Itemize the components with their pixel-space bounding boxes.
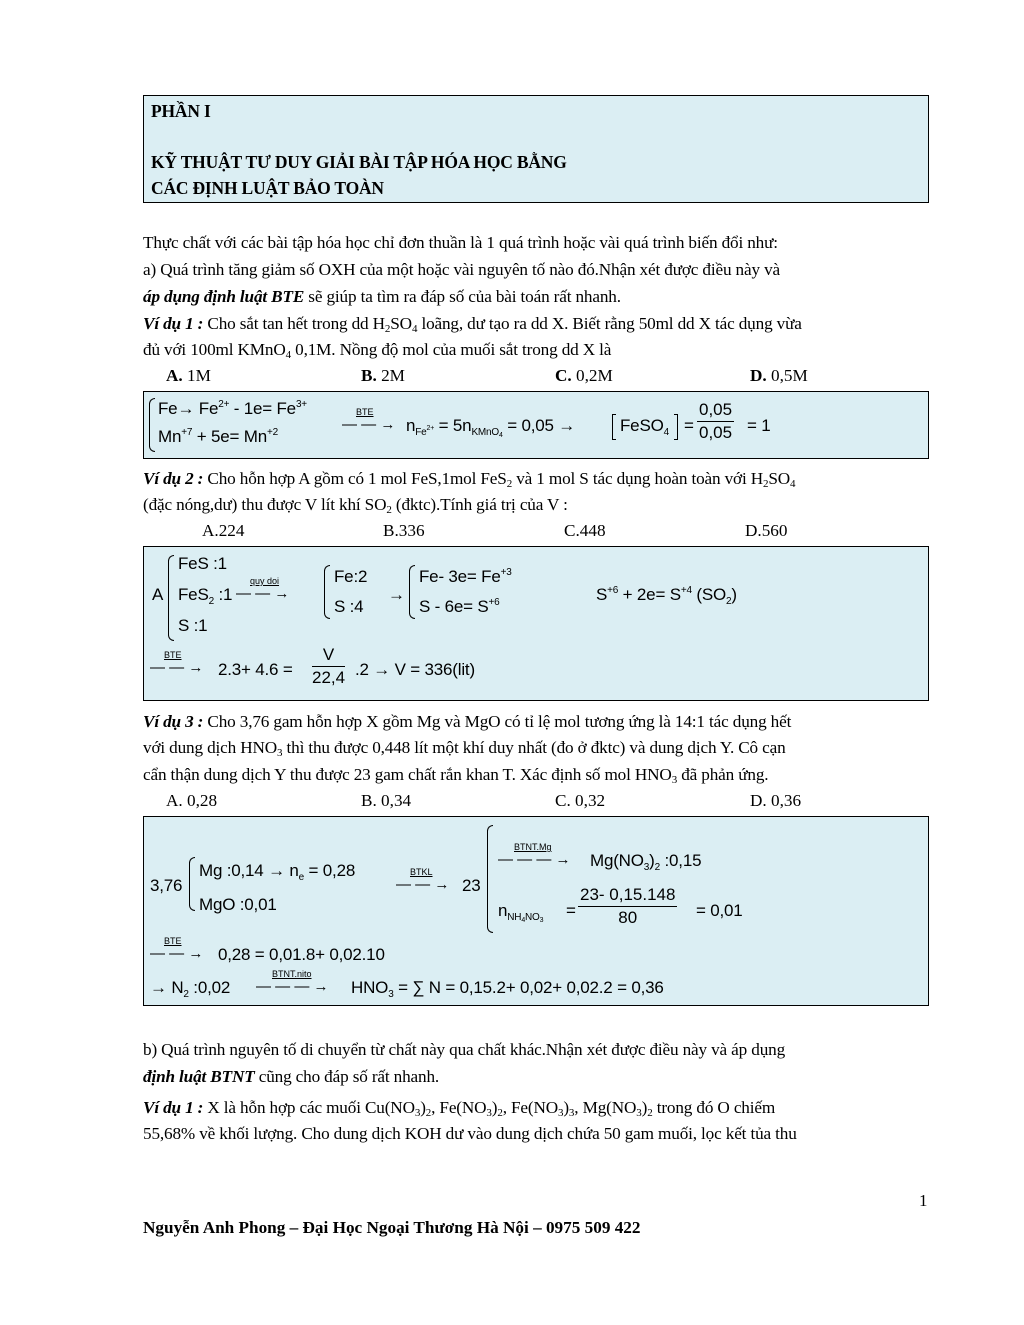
sub: 4 bbox=[411, 323, 418, 335]
ex1-text: loãng, dư tạo ra dd X. Biết rằng 50ml dd X tác dụng vừa bbox=[417, 314, 802, 333]
title-line-2: CÁC ĐỊNH LUẬT BẢO TOÀN bbox=[151, 178, 384, 198]
option-key: D. bbox=[750, 366, 767, 385]
mixture-a: A bbox=[152, 585, 164, 604]
intro-line-3-text: sẽ giúp ta tìm ra đáp số của bài toán rất nhanh. bbox=[304, 287, 621, 306]
sub: 2 bbox=[726, 596, 732, 607]
option-key: A. bbox=[166, 366, 183, 385]
option-value: 0,2M bbox=[571, 366, 613, 385]
part-heading: PHẦN I bbox=[151, 101, 211, 121]
sub: 2 bbox=[425, 1107, 432, 1119]
sub: 2 bbox=[647, 1107, 653, 1119]
eq-text: :0,15 bbox=[660, 851, 702, 870]
arrow: → bbox=[388, 585, 405, 604]
eq-text: Mg(NO bbox=[590, 851, 644, 870]
sub: 3 bbox=[568, 1107, 575, 1119]
ex3-option-b: B. 0,34 bbox=[361, 791, 412, 810]
ex1-option-d bbox=[750, 366, 808, 386]
ex2-calc: 2.3+ 4.6 = bbox=[218, 660, 293, 679]
eq-text: = 0,05 → bbox=[502, 416, 576, 435]
sub: 2 bbox=[506, 478, 513, 490]
eq-text: → N bbox=[150, 978, 184, 997]
eq-text: ) bbox=[731, 585, 737, 604]
ex3-solution-box bbox=[143, 816, 929, 1006]
bte-emphasis: áp dụng định luật BTE bbox=[143, 287, 305, 306]
sup: +3 bbox=[500, 567, 512, 578]
eq-text: HNO bbox=[351, 978, 389, 997]
ex2-fe2: Fe:2 bbox=[334, 567, 368, 586]
text: ) bbox=[641, 1098, 648, 1117]
sup: +6 bbox=[607, 585, 619, 596]
ex3-nh4-result: = 0,01 bbox=[696, 901, 743, 920]
bte-arrow: — — → BTE bbox=[150, 650, 204, 676]
sub: 3 bbox=[388, 989, 394, 1000]
sub: 2 bbox=[386, 504, 392, 516]
arrow-label: BTE bbox=[164, 650, 182, 660]
ex1-fraction bbox=[697, 400, 734, 443]
bte-arrow: — — → BTE bbox=[342, 407, 396, 433]
page-number: 1 bbox=[919, 1191, 928, 1210]
eq-text: :0,02 bbox=[188, 978, 231, 997]
ex3-mgo: MgO :0,01 bbox=[199, 895, 277, 914]
sub: 4 bbox=[790, 478, 796, 490]
footer-author: Nguyễn Anh Phong – Đại Học Ngoại Thương Hà Nội – 0975 509 422 bbox=[143, 1218, 641, 1237]
eq-text: + 5e= Mn bbox=[192, 427, 267, 446]
ex3-line-3 bbox=[143, 765, 768, 785]
eq-text: = 5n bbox=[434, 416, 472, 435]
sup: 3+ bbox=[295, 399, 307, 410]
ex3-label: Ví dụ 3 : bbox=[143, 712, 204, 731]
sub: 3 bbox=[643, 862, 650, 873]
numerator: 23- 0,15.148 bbox=[578, 885, 677, 907]
brace bbox=[409, 565, 415, 619]
ex1-option-a bbox=[166, 366, 211, 386]
sub: 3 bbox=[636, 1107, 642, 1119]
arrow-label: BTE bbox=[164, 936, 182, 946]
ex3-line-1 bbox=[143, 712, 791, 732]
eq-text: Fe→ Fe bbox=[158, 399, 219, 418]
ex2-s-ox bbox=[419, 597, 500, 617]
eq-sign: = bbox=[566, 901, 576, 920]
ex2-fe-ox bbox=[419, 567, 512, 587]
sup: +6 bbox=[488, 597, 500, 608]
ex2-text: Cho hỗn hợp A gồm có 1 mol FeS,1mol FeS bbox=[203, 469, 507, 488]
brace bbox=[189, 857, 195, 911]
sub: 3 bbox=[486, 1107, 492, 1119]
sub: NH4NO3 bbox=[507, 912, 544, 924]
ex1-text: Cho sắt tan hết trong dd H bbox=[203, 314, 385, 333]
eq-text: = 0,28 bbox=[304, 861, 356, 880]
left-bracket bbox=[612, 414, 616, 440]
eq-text: = ∑ N = 0,15.2+ 0,02+ 0,02.2 = 0,36 bbox=[393, 978, 664, 997]
eq-text: Mn bbox=[158, 427, 182, 446]
arrow-label: BTNT.nito bbox=[272, 969, 312, 979]
eq-text: n bbox=[406, 416, 416, 435]
quy-doi-arrow: — — → quy doi bbox=[236, 576, 290, 602]
btnt-nito-arrow: — — — → BTNT.nito bbox=[256, 969, 329, 995]
part-b-ex1-line-2: 55,68% về khối lượng. Cho dung dịch KOH dư vào dung dịch chứa 50 gam muối, lọc kết tủa thu bbox=[143, 1124, 797, 1143]
sup: +2 bbox=[266, 427, 278, 438]
sub: 2 bbox=[384, 323, 391, 335]
eq-sign: = bbox=[684, 416, 694, 435]
sub: 2 bbox=[208, 596, 214, 607]
ex2-result: .2 → V = 336(lit) bbox=[355, 660, 475, 679]
text: , Fe(NO bbox=[502, 1098, 558, 1117]
part-b-ex1-line-1 bbox=[143, 1098, 775, 1118]
ex2-s: S :1 bbox=[178, 616, 208, 635]
ex2-fraction bbox=[312, 645, 345, 688]
intro-line-1: Thực chất với các bài tập hóa học chỉ đơn thuần là 1 quá trình hoặc vài quá trình biến đổi như: bbox=[143, 233, 778, 252]
ex2-solution-box bbox=[143, 546, 929, 701]
ex1-eq-n bbox=[406, 416, 576, 439]
ex3-fraction bbox=[578, 885, 677, 928]
ex2-fes: FeS :1 bbox=[178, 554, 227, 573]
sub: e bbox=[298, 872, 305, 883]
ex3-nh4no3 bbox=[498, 901, 544, 924]
ex1-result: = 1 bbox=[747, 416, 771, 435]
intro-line-2: a) Quá trình tăng giảm số OXH của một hoặc vài nguyên tố nào đó.Nhận xét được điều này và bbox=[143, 260, 780, 279]
ex1-eq-mn bbox=[158, 427, 278, 447]
ex3-option-d: D. 0,36 bbox=[750, 791, 802, 810]
sub: 2 bbox=[497, 1107, 503, 1119]
ex2-s4: S :4 bbox=[334, 597, 364, 616]
ex3-n2 bbox=[150, 978, 230, 998]
arrow-label: BTKL bbox=[410, 867, 433, 877]
sub: 2 bbox=[183, 989, 189, 1000]
ex1-eq-fe bbox=[158, 399, 307, 419]
option-key: B. bbox=[361, 366, 377, 385]
ex2-s-red bbox=[596, 585, 737, 605]
denominator: 80 bbox=[618, 908, 638, 927]
ex1-text: đủ với 100ml KMnO bbox=[143, 340, 286, 359]
option-key: C. bbox=[555, 366, 572, 385]
ex3-line-2 bbox=[143, 738, 786, 758]
ex3-option-a: A. 0,28 bbox=[166, 791, 218, 810]
ex1-label: Ví dụ 1 : bbox=[143, 314, 204, 333]
ex3-mass: 3,76 bbox=[150, 876, 183, 895]
ex2-label: Ví dụ 2 : bbox=[143, 469, 204, 488]
ex2-option-a: A.224 bbox=[202, 521, 245, 540]
brace bbox=[149, 398, 155, 452]
sub: 3 bbox=[277, 747, 283, 759]
brace bbox=[168, 555, 174, 641]
sub: 4 bbox=[663, 427, 669, 438]
brace bbox=[324, 565, 330, 619]
denominator: 0,05 bbox=[699, 423, 733, 442]
option-value: 1M bbox=[182, 366, 211, 385]
bte-arrow: — — → BTE bbox=[150, 936, 204, 962]
ex1-option-c bbox=[555, 366, 613, 386]
eq-text: + 2e= S bbox=[618, 585, 681, 604]
ex2-text: (đktc).Tính giá trị của V : bbox=[391, 495, 568, 514]
ex3-text: với dung dịch HNO bbox=[143, 738, 278, 757]
ex2-option-d: D.560 bbox=[745, 521, 788, 540]
eq-text: - 1e= Fe bbox=[229, 399, 296, 418]
part-b-text: cũng cho đáp số rất nhanh. bbox=[254, 1067, 440, 1086]
sub: KMnO4 bbox=[471, 427, 503, 439]
option-value: 2M bbox=[376, 366, 405, 385]
part-b-line-1: b) Quá trình nguyên tố di chuyển từ chất này qua chất khác.Nhận xét được điều này và áp dụng bbox=[143, 1040, 786, 1059]
sup: +7 bbox=[181, 427, 193, 438]
denominator: 22,4 bbox=[312, 668, 346, 687]
eq-text: :1 bbox=[213, 585, 233, 604]
sub: 2 bbox=[763, 478, 769, 490]
right-bracket bbox=[674, 414, 678, 440]
ex2-option-c: C.448 bbox=[564, 521, 606, 540]
numerator: 0,05 bbox=[697, 400, 734, 422]
ex3-option-c: C. 0,32 bbox=[555, 791, 606, 810]
feso4 bbox=[620, 416, 669, 436]
ex3-mg bbox=[199, 861, 355, 881]
eq-text: S bbox=[596, 585, 608, 604]
text: ) bbox=[420, 1098, 426, 1117]
eq-text: FeSO bbox=[620, 416, 664, 435]
text: , Fe(NO bbox=[431, 1098, 487, 1117]
ex3-text: thì thu được 0,448 lít một khí duy nhất (đo ở đktc) và dung dịch Y. Cô cạn bbox=[282, 738, 786, 757]
btkl-arrow: — — → BTKL bbox=[396, 867, 450, 893]
sub: 3 bbox=[671, 774, 678, 786]
ex3-text: Cho 3,76 gam hỗn hợp X gồm Mg và MgO có tỉ lệ mol tương ứng là 14:1 tác dụng hết bbox=[203, 712, 792, 731]
section-title-box bbox=[143, 95, 929, 203]
eq-text: Mg :0,14 → n bbox=[199, 861, 299, 880]
sub: 3 bbox=[557, 1107, 564, 1119]
btnt-mg-arrow: — — — → BTNT.Mg bbox=[498, 842, 571, 868]
arrow-label: BTNT.Mg bbox=[514, 842, 552, 852]
ex2-option-b: B.336 bbox=[383, 521, 425, 540]
eq-text: n bbox=[498, 901, 508, 920]
sub: 2 bbox=[654, 862, 660, 873]
ex3-mgno3 bbox=[590, 851, 701, 871]
ex1-line-2 bbox=[143, 340, 611, 360]
text: trong đó O chiếm bbox=[652, 1098, 776, 1117]
sub: 4 bbox=[285, 349, 291, 361]
btnt-emphasis: định luật BTNT bbox=[143, 1067, 255, 1086]
sub: 3 bbox=[414, 1107, 421, 1119]
numerator: V bbox=[312, 645, 345, 667]
eq-text: FeS bbox=[178, 585, 209, 604]
sup: 2+ bbox=[218, 399, 230, 410]
eq-text: Fe- 3e= Fe bbox=[419, 567, 501, 586]
eq-text: ) bbox=[649, 851, 655, 870]
arrow-label: BTE bbox=[356, 407, 374, 417]
text: ) bbox=[563, 1098, 569, 1117]
sub: Fe2+ bbox=[415, 425, 435, 438]
ex3-mass-2: 23 bbox=[462, 876, 481, 895]
ex1-text: SO bbox=[390, 314, 412, 333]
text: ) bbox=[491, 1098, 498, 1117]
eq-text: S - 6e= S bbox=[419, 597, 489, 616]
ex3-text: đã phản ứng. bbox=[677, 765, 769, 784]
ex1-line-1 bbox=[143, 314, 802, 334]
ex1-option-b bbox=[361, 366, 405, 386]
part-b-ex1-label: Ví dụ 1 : bbox=[143, 1098, 204, 1117]
ex2-text: SO bbox=[768, 469, 791, 488]
eq-text: (SO bbox=[691, 585, 727, 604]
ex3-hno3 bbox=[351, 978, 664, 998]
ex3-text: cẩn thận dung dịch Y thu được 23 gam chất rắn khan T. Xác định số mol HNO bbox=[143, 765, 672, 784]
ex2-fes2 bbox=[178, 585, 232, 605]
part-b-line-2 bbox=[143, 1067, 439, 1087]
ex2-line-2 bbox=[143, 495, 568, 515]
title-line-1: KỸ THUẬT TƯ DUY GIẢI BÀI TẬP HÓA HỌC BẰNG bbox=[151, 152, 567, 172]
text: X là hỗn hợp các muối Cu(NO bbox=[203, 1098, 415, 1117]
ex2-text: và 1 mol S tác dụng hoàn toàn với H bbox=[512, 469, 764, 488]
option-value: 0,5M bbox=[766, 366, 808, 385]
ex2-text: (đặc nóng,dư) thu được V lít khí SO bbox=[143, 495, 387, 514]
text: , Mg(NO bbox=[574, 1098, 637, 1117]
sup: +4 bbox=[680, 585, 692, 596]
ex2-line-1 bbox=[143, 469, 795, 489]
brace bbox=[487, 825, 493, 933]
arrow-label: quy doi bbox=[250, 576, 280, 586]
intro-line-3 bbox=[143, 287, 621, 307]
ex1-text: 0,1M. Nồng độ mol của muối sắt trong dd X là bbox=[290, 340, 612, 359]
ex3-bte-eq: 0,28 = 0,01.8+ 0,02.10 bbox=[218, 945, 385, 964]
ex1-solution-box bbox=[143, 391, 929, 459]
